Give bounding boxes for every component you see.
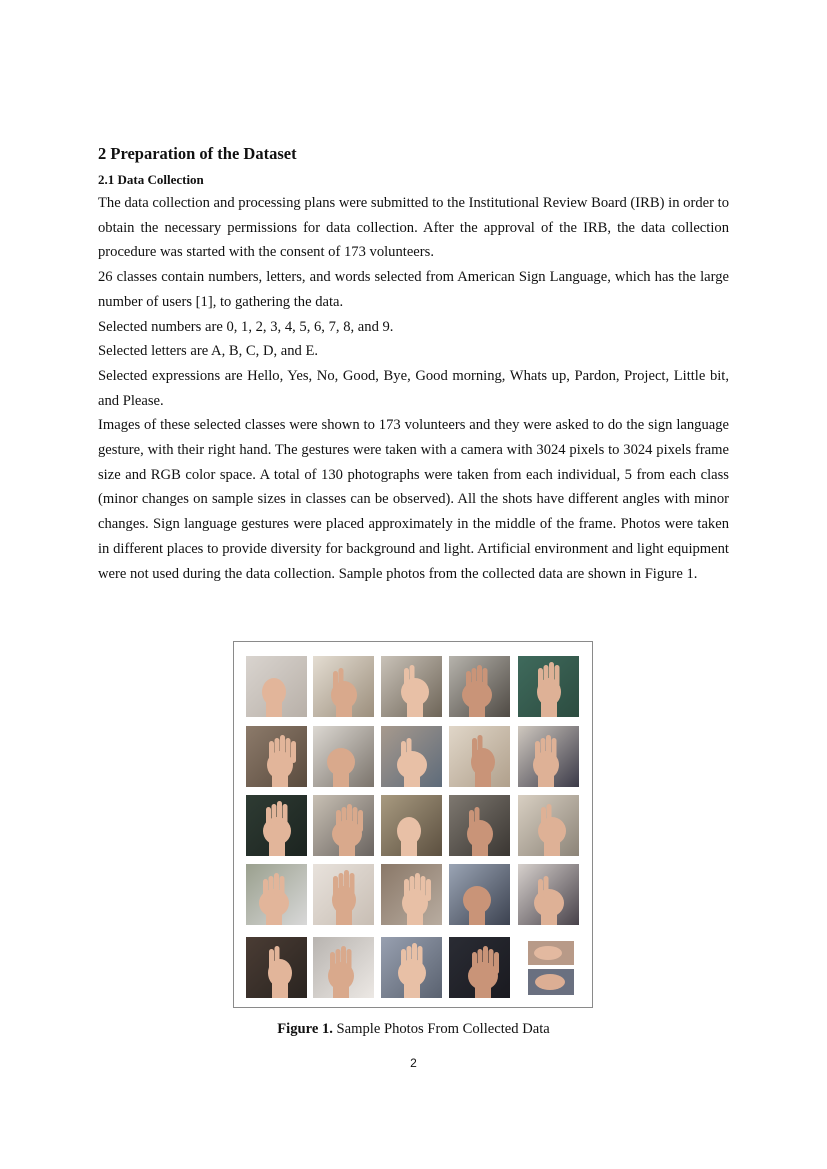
sample-photo-r2-c4 [449, 726, 510, 787]
figure-label: Figure 1. [277, 1021, 333, 1037]
sample-photo-r1-c3 [381, 656, 442, 717]
paragraph-procedure: Images of these selected classes were shown to 173 volunteers and they were asked to do the sign language gesture, with their right hand. The gestures were taken with a camera with 3024 pixels to 3024 pixels frame size and RGB color space. A total of 130 photographs were taken from each individual, 5 from each class (minor changes on sample sizes in classes can be observed). All the shots have different angles with minor changes. Sign language gestures were placed approximately in the middle of the frame. Photos were taken in different places to provide diversity for background and light. Artificial environment and light equipment were not used during the data collection. Sample photos from the collected data are shown in Figure 1. [98, 417, 729, 582]
figure-sample-photos [233, 641, 593, 1008]
sample-photo-r2-c3 [381, 726, 442, 787]
section-heading: 2 Preparation of the Dataset [98, 144, 297, 163]
sample-photo-r2-c5 [518, 726, 579, 787]
sample-photo-r2-c2 [313, 726, 374, 787]
figure-caption [0, 1021, 827, 1038]
sample-photo-r5-c1 [246, 937, 307, 998]
sample-photo-r4-c1 [246, 864, 307, 925]
sample-photo-r5-c5 [518, 937, 579, 998]
sample-photo-r5-c3 [381, 937, 442, 998]
sample-photo-r3-c4 [449, 795, 510, 856]
sample-photo-r5-c2 [313, 937, 374, 998]
paragraph-letters: Selected letters are A, B, C, D, and E. [98, 343, 319, 360]
body-text [98, 191, 729, 586]
paragraph-expressions: Selected expressions are Hello, Yes, No, Good, Bye, Good morning, Whats up, Pardon, Project, Little bit, and Please. [98, 367, 729, 409]
sample-photo-r1-c4 [449, 656, 510, 717]
sample-photo-r2-c1 [246, 726, 307, 787]
figure-caption-text: Sample Photos From Collected Data [336, 1021, 550, 1037]
sample-photo-r4-c2 [313, 864, 374, 925]
subsection-heading: 2.1 Data Collection [98, 172, 204, 187]
sample-photo-r3-c5 [518, 795, 579, 856]
sample-photo-r5-c4 [449, 937, 510, 998]
sample-photo-r1-c2 [313, 656, 374, 717]
sample-photo-r1-c1 [246, 656, 307, 717]
sample-photo-r4-c3 [381, 864, 442, 925]
page-number: 2 [410, 1056, 417, 1070]
sample-photo-r4-c4 [449, 864, 510, 925]
paragraph-numbers: Selected numbers are 0, 1, 2, 3, 4, 5, 6, 7, 8, and 9. [98, 318, 394, 335]
sample-photo-r3-c3 [381, 795, 442, 856]
paragraph-irb: The data collection and processing plans were submitted to the Institutional Review Board (IRB) in order to obtain the necessary permissions for data collection. After the approval of the IRB, the data collection procedure was started with the consent of 173 volunteers. [98, 195, 729, 261]
sample-photo-r3-c2 [313, 795, 374, 856]
sample-photo-r3-c1 [246, 795, 307, 856]
sample-photo-r1-c5 [518, 656, 579, 717]
paragraph-classes: 26 classes contain numbers, letters, and words selected from American Sign Language, which has the large number of users [1], to gathering the data. [98, 269, 729, 310]
sample-photo-r4-c5 [518, 864, 579, 925]
